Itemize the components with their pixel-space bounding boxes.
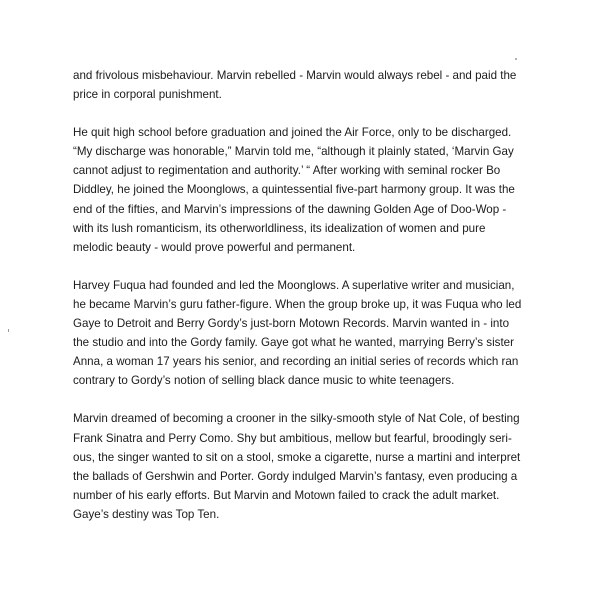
text-line: number of his early efforts. But Marvin and Motown failed to crack the adult market. <box>73 488 500 502</box>
text-line: contrary to Gordy’s notion of selling black dance music to white teenagers. <box>73 374 455 388</box>
text-line: “My discharge was honorable,” Marvin told me, “although it plainly stated, ‘Marvin Gay <box>73 145 514 159</box>
text-line: he became Marvin’s guru father-figure. When the group broke up, it was Fuqua who led <box>73 297 522 311</box>
text-line: Gaye to Detroit and Berry Gordy’s just-born Motown Records. Marvin wanted in - into <box>73 317 510 331</box>
paragraph-4 <box>73 409 543 524</box>
text-line: ous, the singer wanted to sit on a stool, smoke a cigarette, nurse a martini and interpret <box>73 450 521 464</box>
text-line: and frivolous misbehaviour. Marvin rebelled - Marvin would always rebel - and paid the <box>73 69 517 82</box>
scan-speck <box>8 329 9 332</box>
text-line: with its lush romanticism, its otherworldliness, its idealization of women and pure <box>73 221 486 235</box>
scan-speck <box>515 58 517 60</box>
text-line: price in corporal punishment. <box>73 88 222 102</box>
text-line: Marvin dreamed of becoming a crooner in the silky-smooth style of Nat Cole, of besting <box>73 412 520 426</box>
text-line: end of the fifties, and Marvin’s impressions of the dawning Golden Age of Doo-Wop - <box>73 202 507 216</box>
text-line: melodic beauty - would prove powerful and permanent. <box>73 240 356 254</box>
paragraph-1 <box>73 66 543 104</box>
text-line: Anna, a woman 17 years his senior, and recording an initial series of records which ran <box>73 355 519 369</box>
text-line: He quit high school before graduation and joined the Air Force, only to be discharged. <box>73 126 512 140</box>
text-line: cannot adjust to regimentation and authority.’ “ After working with seminal rocker Bo <box>73 164 501 178</box>
text-line: Gaye’s destiny was Top Ten. <box>73 507 220 521</box>
text-line: Frank Sinatra and Perry Como. Shy but ambitious, mellow but fearful, broodingly seri- <box>73 431 512 445</box>
text-line: the ballads of Gershwin and Porter. Gordy indulged Marvin’s fantasy, even producing a <box>73 469 518 483</box>
text-line: the studio and into the Gordy family. Gaye got what he wanted, marrying Berry’s sister <box>73 336 514 350</box>
paragraph-2 <box>73 123 543 257</box>
body-text <box>73 66 543 524</box>
text-line: Harvey Fuqua had founded and led the Moonglows. A superlative writer and musician, <box>73 278 515 292</box>
text-line: Diddley, he joined the Moonglows, a quintessential five-part harmony group. It was the <box>73 183 515 197</box>
paragraph-3 <box>73 276 543 391</box>
